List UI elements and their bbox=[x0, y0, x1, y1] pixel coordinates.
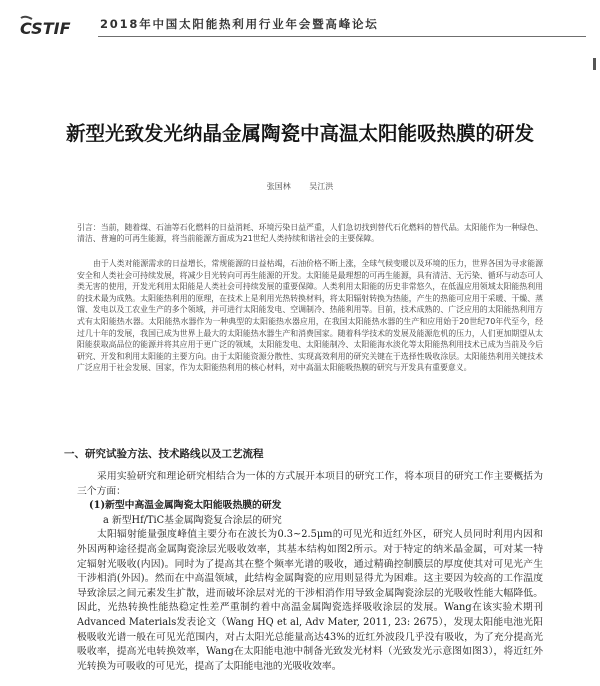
author-name: 吴江洪 bbox=[309, 182, 334, 191]
paper-title: 新型光致发光纳晶金属陶瓷中高温太阳能吸热膜的研发 bbox=[65, 122, 534, 145]
section-intro: 采用实验研究和理论研究相结合为一体的方式展开本项目的研究工作，将本项目的研究工作主要概括为三个方面： bbox=[77, 471, 543, 497]
introduction-paragraph: 由于人类对能源需求的日益增长，常规能源的日益枯竭，石油价格不断上涨，全球气候变暖以及环境的压力，世界各国为寻求能源安全和人类社会可持续发展，将减少目光转向可再生能源的开发。太阳能是最理想的可再生能源，具有清洁、无污染、循环与动态可人类无害的使用，开发光利用太阳能是人类社会可持续发展的重要保障。人类利用太阳能的历史非常悠久，在低温应用领域太阳能热利用的技术最为成熟。太阳能热利用的原理，在技术上是利用光热转换材料，将太阳辐射转换为热能，产生的热能可应用于采暖、干燥、蒸馏、发电以及工农业生产的多个领域，并可进行太阳能发电、空调制冷、热能利用等。目前，技术成熟的、广泛应用的太阳能热利用方式有太阳能热水器。太阳能热水器作为一种典型的太阳能热水器应用，在我国太阳能热水器的生产和应用始于20世纪70年代至今，经过几十年的发展，我国已成为世界上最大的太阳能热水器生产和消费国家。随着科学技术的发展及能源危机的压力，人们更加期望从太阳能获取高品位的能源并将其应用于更广泛的领域，太阳能发电、太阳能制冷、太阳能海水淡化等太阳能热利用技术已成为当前及今后研究、开发和利用太阳能的主要方向。由于太阳能资源分散性、实现高效利用的研究关键在于选择性吸收涂层。太阳能热利用关键技术广泛应用于社会发展、国家，作为太阳能热利用的核心材料，对中高温太阳能吸热膜的研究与开发具有重要意义。 bbox=[77, 259, 543, 373]
page-edge-mark bbox=[593, 58, 596, 70]
body-paragraph: 太阳辐射能量强度峰值主要分布在波长为0.3~2.5μm的可见光和近红外区，研究人员同时利用内因和外因两种途径提高金属陶瓷涂层光吸收效率，其基本结构如图2所示。对于特定的纳米晶金属，可对某一特定辐射光吸收(内因)。同时为了提高其在整个频率光谱的吸收，通过精确控制膜层的厚度使其对可见光产生干涉相消(外因)。然而在中高温领域，此结构金属陶瓷的应用则显得尤为困难。这主要因为较高的工作温度导致涂层之间元素发生扩散，进而破坏涂层对光的干涉相消作用导致金属陶瓷涂层的光吸收性能大幅降低。因此，光热转换性能热稳定性差严重制约着中高温金属陶瓷选择吸收涂层的发展。Wang在该实验术期刊Advanced Materials发表论文（Wang HQ et al, Adv Mater, 2011, 23: 2675），发现太阳能电池光阳极吸收光谱一般在可见光范围内，对占太阳光总能量高达43%的近红外波段几乎没有吸收，为了充分提高光吸收率，提高光电转换效率，Wang在太阳能电池中制备光致发光材料（光致发光示意图如图3），将近红外光转换为可吸收的可见光，提高了太阳能电池的光吸收效率。 bbox=[77, 529, 543, 672]
author-line bbox=[0, 181, 600, 192]
section-heading: 一、研究试验方法、技术路线以及工艺流程 bbox=[64, 448, 264, 460]
page-header bbox=[18, 12, 586, 42]
conference-title: 2018年中国太阳能热利用行业年会暨高峰论坛 bbox=[100, 17, 379, 31]
subsection-heading: (1)新型中高温金属陶瓷太阳能吸热膜的研发 bbox=[89, 500, 282, 512]
cstif-logo bbox=[18, 14, 94, 38]
logo-text: CSTIF bbox=[20, 19, 71, 38]
section-body bbox=[77, 470, 543, 674]
header-divider bbox=[98, 36, 586, 37]
abstract-paragraph: 引言：当前，随着煤、石油等石化燃料的日益消耗、环境污染日益严重，人们急切找到替代石化燃料的替代品。太阳能作为一种绿色、清洁、普遍的可再生能源，将当前能源方面成为21世纪人类持续和谐社会的主要保障。 bbox=[77, 223, 543, 244]
sub-subsection-heading: a 新型Hf/TiC基金属陶瓷复合涂层的研究 bbox=[103, 514, 282, 526]
author-name: 张国林 bbox=[266, 182, 291, 191]
